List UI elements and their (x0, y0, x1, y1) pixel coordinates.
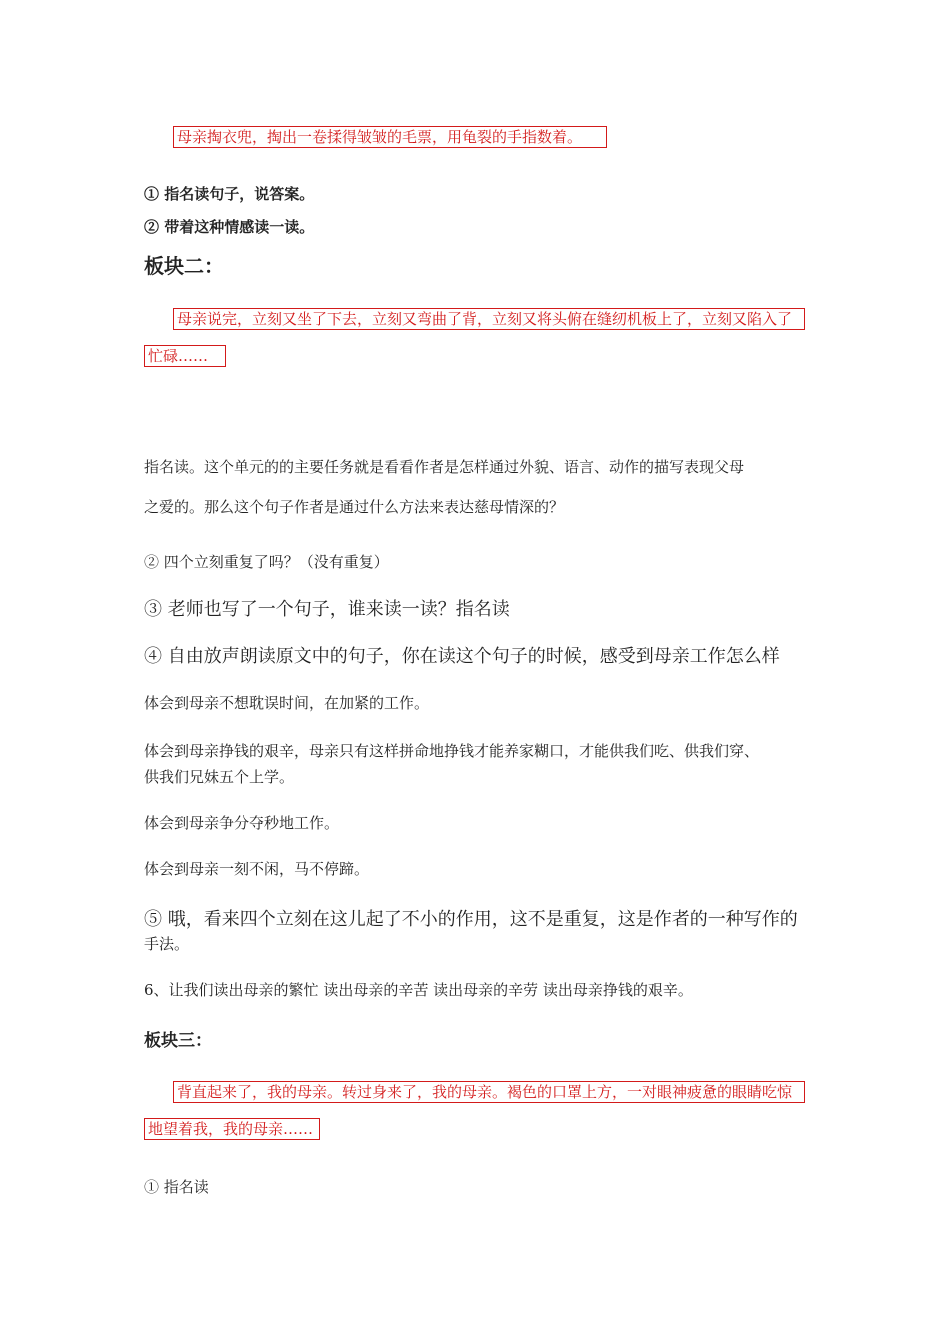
section-heading-3: 板块三： (144, 1031, 212, 1051)
quote-3-line-1 (173, 1081, 805, 1103)
quote-3-line-2-text: 地望着我，我的母亲…… (144, 1118, 320, 1140)
item-3: ③ 老师也写了一个句子，谁来读一读？指名读 (144, 599, 510, 620)
step-1: ① 指名读句子，说答案。 (144, 185, 315, 203)
intro-line-2: 之爱的。那么这个句子作者是通过什么方法来表达慈母情深的？ (144, 498, 565, 516)
step-2: ② 带着这种情感读一读。 (144, 218, 315, 236)
item-4: ④ 自由放声朗读原文中的句子，你在读这个句子的时候，感受到母亲工作怎么样 (144, 646, 780, 667)
quote-3-line-2 (144, 1118, 320, 1140)
item-5-line-2: 手法。 (144, 935, 190, 953)
feel-2-line-2: 供我们兄妹五个上学。 (144, 768, 295, 786)
quote-1 (173, 126, 607, 148)
quote-2-line-1-text: 母亲说完，立刻又坐了下去，立刻又弯曲了背，立刻又将头俯在缝纫机板上了，立刻又陷入了 (173, 308, 805, 330)
quote-2-line-2-text: 忙碌…… (144, 345, 226, 367)
feel-2-line-1: 体会到母亲挣钱的艰辛，母亲只有这样拼命地挣钱才能养家糊口，才能供我们吃、供我们穿、 (144, 742, 760, 760)
item-5-line-1: ⑤ 哦，看来四个立刻在这儿起了不小的作用，这不是重复，这是作者的一种写作的 (144, 909, 798, 930)
intro-line-1: 指名读。这个单元的的主要任务就是看看作者是怎样通过外貌、语言、动作的描写表现父母 (144, 458, 745, 476)
feel-1: 体会到母亲不想耽误时间，在加紧的工作。 (144, 694, 430, 712)
quote-1-text: 母亲掏衣兜，掏出一卷揉得皱皱的毛票，用龟裂的手指数着。 (173, 126, 607, 148)
section-heading-2: 板块二： (144, 254, 224, 278)
item-2: ② 四个立刻重复了吗？（没有重复） (144, 553, 389, 571)
feel-4: 体会到母亲一刻不闲，马不停蹄。 (144, 860, 370, 878)
quote-3-line-1-text: 背直起来了，我的母亲。转过身来了，我的母亲。褐色的口罩上方，一对眼神疲惫的眼睛吃惊 (173, 1081, 805, 1103)
feel-3: 体会到母亲争分夺秒地工作。 (144, 814, 340, 832)
item-6: 6、让我们读出母亲的繁忙 读出母亲的辛苦 读出母亲的辛劳 读出母亲挣钱的艰辛。 (144, 981, 693, 999)
quote-2-line-1 (173, 308, 805, 330)
quote-2-line-2 (144, 345, 226, 367)
item-last: ① 指名读 (144, 1178, 209, 1196)
